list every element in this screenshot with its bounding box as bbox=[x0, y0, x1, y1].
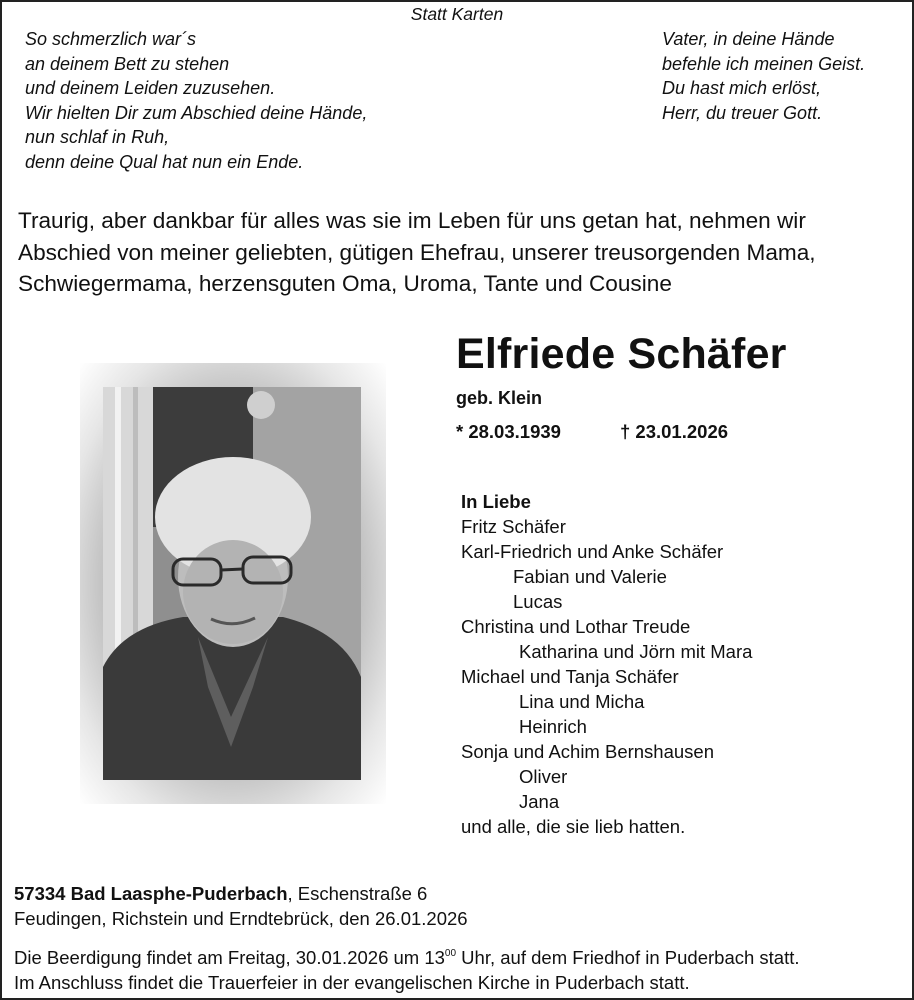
intro-text bbox=[18, 205, 816, 300]
address-line-1 bbox=[14, 881, 468, 906]
funeral-info bbox=[14, 945, 800, 995]
funeral-line-2: Im Anschluss findet die Trauerfeier in der evangelischen Kirche in Puderbach statt. bbox=[14, 972, 690, 993]
deceased-name: Elfriede Schäfer bbox=[456, 330, 787, 378]
family-member: Fritz Schäfer bbox=[461, 516, 566, 537]
poem-left bbox=[25, 27, 367, 175]
poem-left-line: denn deine Qual hat nun ein Ende. bbox=[25, 151, 304, 172]
poem-right-line: Herr, du treuer Gott. bbox=[662, 102, 823, 123]
family-member: Lina und Micha bbox=[519, 691, 645, 712]
poem-right bbox=[662, 27, 865, 125]
maiden-name: geb. Klein bbox=[456, 388, 543, 408]
family-list bbox=[461, 489, 752, 839]
funeral-line-1 bbox=[14, 945, 800, 970]
family-member: Karl-Friedrich und Anke Schäfer bbox=[461, 541, 724, 562]
portrait-photo bbox=[103, 387, 361, 780]
funeral-line-1-before: Die Beerdigung findet am Freitag, 30.01.2026 um 13 bbox=[14, 947, 445, 968]
address-line-2: Feudingen, Richstein und Erndtebrück, den 26.01.2026 bbox=[14, 908, 468, 929]
intro-line: Schwiegermama, herzensguten Oma, Uroma, Tante und Cousine bbox=[18, 271, 672, 296]
funeral-time-superscript: 00 bbox=[444, 948, 457, 959]
poem-left-line: und deinem Leiden zuzusehen. bbox=[25, 78, 276, 99]
intro-line: Traurig, aber dankbar für alles was sie im Leben für uns getan hat, nehmen wir bbox=[18, 208, 806, 233]
intro-line: Abschied von meiner geliebten, gütigen Ehefrau, unserer treusorgenden Mama, bbox=[18, 239, 816, 265]
family-member: Jana bbox=[519, 791, 560, 812]
portrait-illustration bbox=[103, 387, 361, 780]
poem-left-line: an deinem Bett zu stehen bbox=[25, 53, 230, 74]
statt-karten-label: Statt Karten bbox=[410, 4, 504, 24]
address-block bbox=[14, 881, 468, 931]
family-member: Oliver bbox=[519, 766, 568, 787]
poem-left-line: Wir hielten Dir zum Abschied deine Hände, bbox=[25, 102, 368, 123]
family-member: Katharina und Jörn mit Mara bbox=[519, 641, 753, 662]
birth-date: * 28.03.1939 bbox=[456, 421, 561, 442]
poem-left-line: nun schlaf in Ruh, bbox=[25, 127, 170, 148]
poem-right-line: befehle ich meinen Geist. bbox=[662, 53, 866, 74]
family-member: Lucas bbox=[513, 591, 563, 612]
family-member: Michael und Tanja Schäfer bbox=[461, 666, 679, 687]
poem-right-line: Vater, in deine Hände bbox=[662, 29, 835, 49]
death-date: † 23.01.2026 bbox=[620, 421, 729, 442]
address-street: , Eschenstraße 6 bbox=[287, 883, 428, 904]
poem-left-line: So schmerzlich war´s bbox=[25, 29, 197, 49]
family-member: Fabian und Valerie bbox=[513, 566, 667, 587]
funeral-line-1-after: Uhr, auf dem Friedhof in Puderbach statt. bbox=[456, 947, 800, 968]
address-city: 57334 Bad Laasphe-Puderbach bbox=[14, 883, 288, 904]
poem-right-line: Du hast mich erlöst, bbox=[662, 78, 822, 99]
family-member: Christina und Lothar Treude bbox=[461, 616, 691, 637]
family-member: Sonja und Achim Bernshausen bbox=[461, 741, 715, 762]
family-closing: und alle, die sie lieb hatten. bbox=[461, 816, 686, 837]
family-heading: In Liebe bbox=[461, 491, 531, 512]
family-member: Heinrich bbox=[519, 716, 587, 737]
